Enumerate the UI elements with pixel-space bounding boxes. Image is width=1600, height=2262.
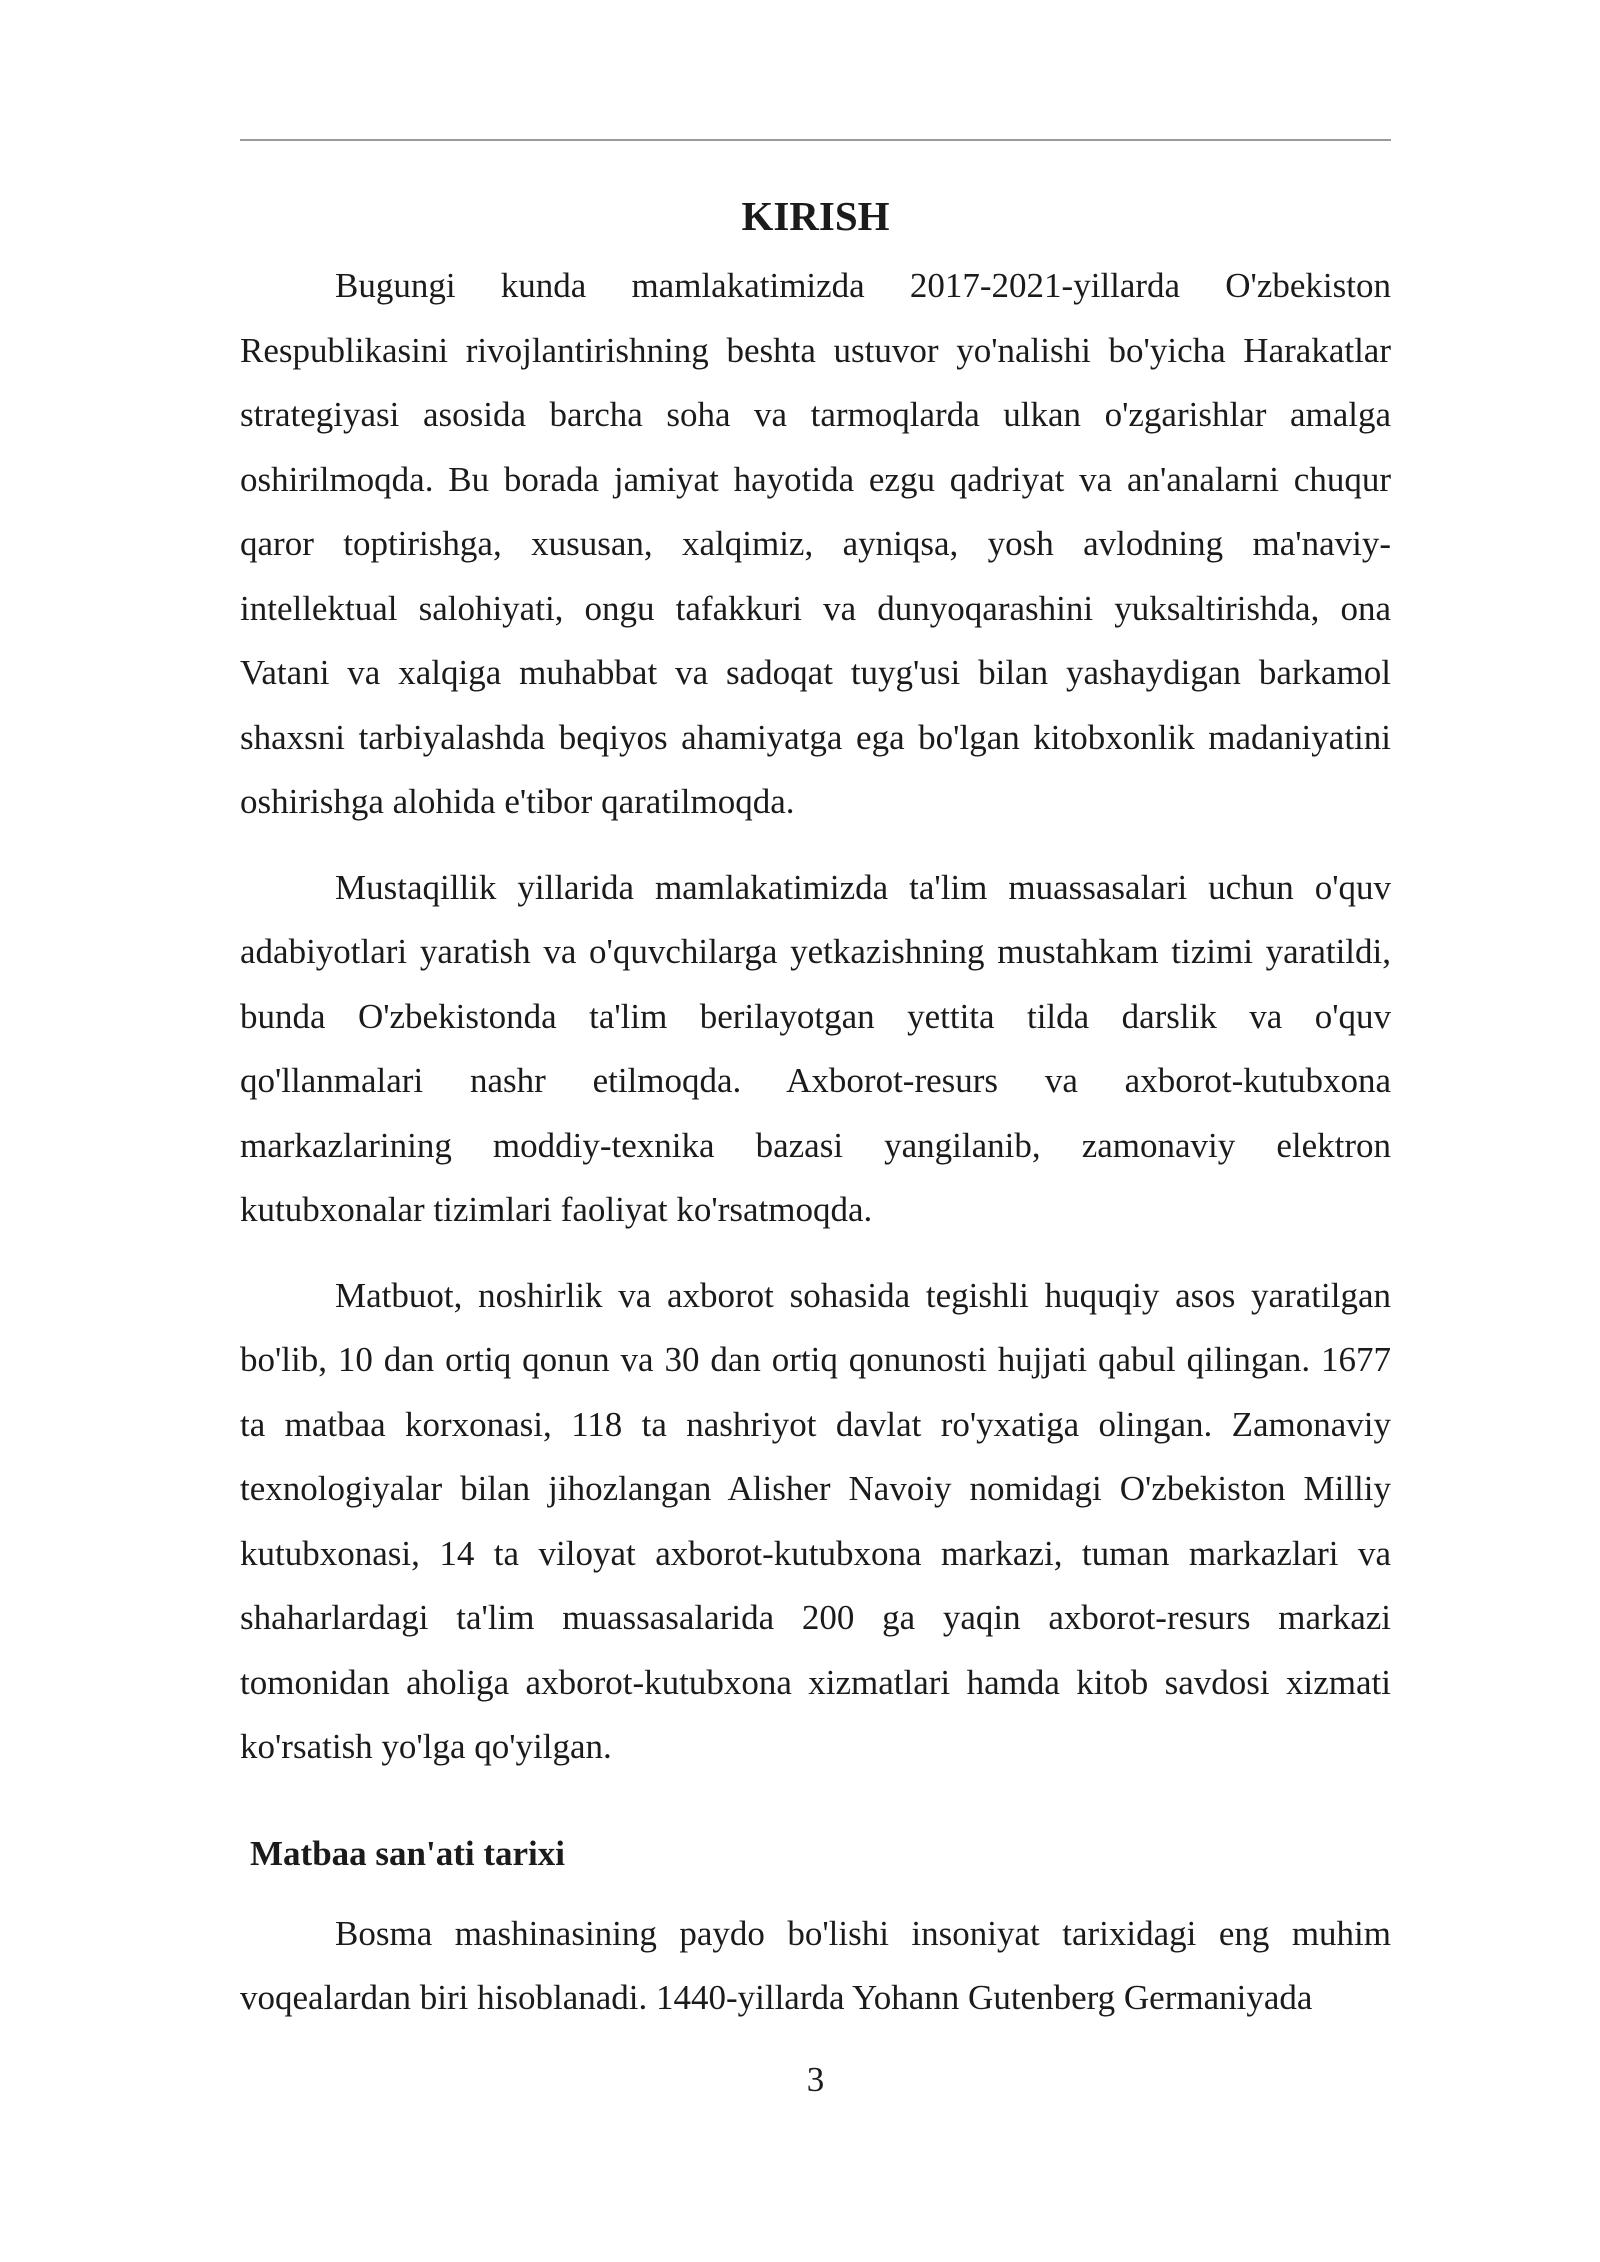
intro-paragraph-2: Mustaqillik yillarida mamlakatimizda ta'lim muassasalari uchun o'quv adabiyotlari yaratish va o'quvchilarga yetkazishning mustahkam tizimi yaratildi, bunda O'zbekistonda ta'lim berilayotgan yettita tilda darslik va o'quv qo'llanmalari nashr etilmoqda. Axborot-resurs va axborot-kutubxona markazlarining moddiy-texnika bazasi yangilanib, zamonaviy elektron kutubxonalar tizimlari faoliyat ko'rsatmoqda. (240, 867, 1391, 1229)
page-body (240, 188, 1391, 2052)
page-number: 3 (806, 2060, 825, 2099)
section-paragraph: Bosma mashinasining paydo bo'lishi insoniyat tarixidagi eng muhim voqealardan biri hisoblanadi. 1440-yillarda Yohann Gutenberg Germaniyada (240, 1913, 1391, 2017)
page-title: KIRISH (741, 193, 890, 239)
section-heading: Matbaa san'ati tarixi (250, 1833, 565, 1873)
intro-paragraph-1: Bugungi kunda mamlakatimizda 2017-2021-yillarda O'zbekiston Respublikasini rivojlantirishning beshta ustuvor yo'nalishi bo'yicha Harakatlar strategiyasi asosida barcha soha va tarmoqlarda ulkan o'zgarishlar amalga oshirilmoqda. Bu borada jamiyat hayotida ezgu qadriyat va an'analarni chuqur qaror toptirishga, xususan, xalqimiz, ayniqsa, yosh avlodning ma'naviy-intellektual salohiyati, ongu tafakkuri va dunyoqarashini yuksaltirishda, ona Vatani va xalqiga muhabbat va sadoqat tuyg'usi bilan yashaydigan barkamol shaxsni tarbiyalashda beqiyos ahamiyatga ega bo'lgan kitobxonlik madaniyatini oshirishga alohida e'tibor qaratilmoqda. (240, 266, 1391, 821)
intro-paragraph-3: Matbuot, noshirlik va axborot sohasida tegishli huquqiy asos yaratilgan bo'lib, 10 dan ortiq qonun va 30 dan ortiq qonunosti hujjati qabul qilingan. 1677 ta matbaa korxonasi, 118 ta nashriyot davlat ro'yxatiga olingan. Zamonaviy texnologiyalar bilan jihozlangan Alisher Navoiy nomidagi O'zbekiston Milliy kutubxonasi, 14 ta viloyat axborot-kutubxona markazi, tuman markazlari va shaharlardagi ta'lim muassasalarida 200 ga yaqin axborot-resurs markazi tomonidan aholiga axborot-kutubxona xizmatlari hamda kitob savdosi xizmati ko'rsatish yo'lga qo'yilgan. (240, 1275, 1391, 1766)
header-rule (240, 139, 1391, 141)
